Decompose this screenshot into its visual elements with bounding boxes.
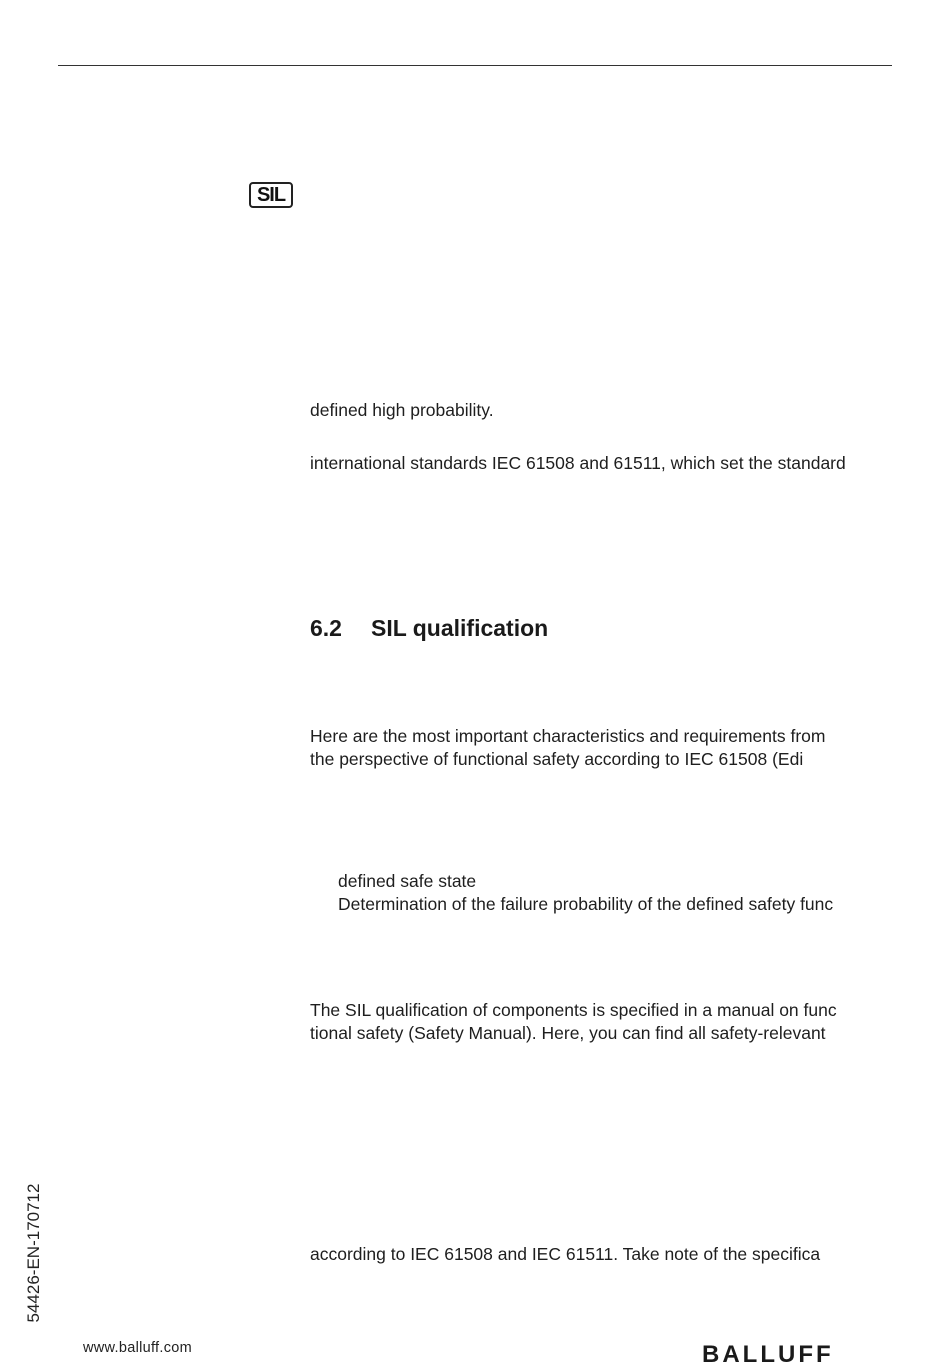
balluff-logo-graphic <box>700 1340 845 1366</box>
manual-line-2: tional safety (Safety Manual). Here, you can find all safety-relevant <box>310 1023 826 1043</box>
section-title: SIL qualification <box>371 615 549 641</box>
balluff-logo-text: BALLUFF <box>702 1341 834 1366</box>
document-id: 54426-EN-170712 <box>24 1183 43 1323</box>
paragraph-text: international standards IEC 61508 and 61511, which set the standard <box>310 453 846 473</box>
final-line: according to IEC 61508 and IEC 61511. Take note of the specifica <box>310 1244 821 1264</box>
intro-line-1: Here are the most important characteristics and requirements from <box>310 726 826 746</box>
header-divider <box>58 65 892 66</box>
manual-line-1: The SIL qualification of components is specified in a manual on func <box>310 1000 837 1020</box>
section-heading <box>310 615 548 642</box>
footer-url[interactable]: www.balluff.com <box>83 1340 192 1356</box>
list-item: defined safe state <box>338 871 477 891</box>
balluff-logo-icon <box>700 1340 845 1366</box>
list-item: Determination of the failure probability of the defined safety func <box>338 894 834 914</box>
intro-line-2: the perspective of functional safety according to IEC 61508 (Edi <box>310 749 804 769</box>
section-number: 6.2 <box>310 615 342 641</box>
sil-logo-icon: SIL <box>249 182 293 208</box>
paragraph-text: defined high probability. <box>310 400 494 420</box>
